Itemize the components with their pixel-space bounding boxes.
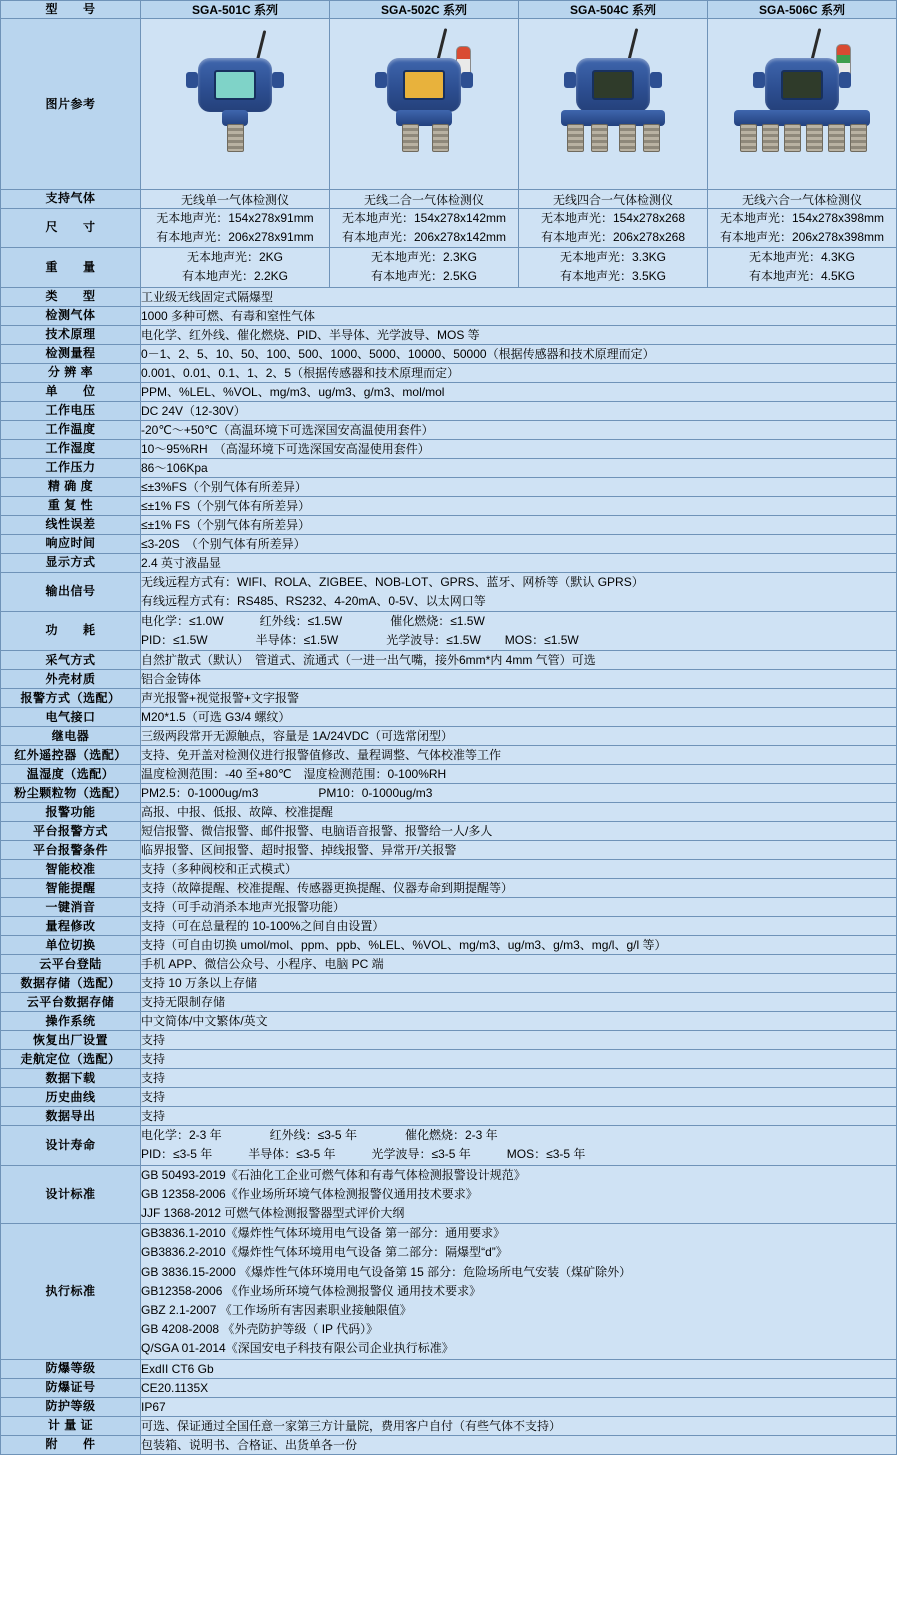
table-row-weight bbox=[1, 248, 897, 287]
device-body bbox=[576, 58, 650, 112]
table-row-spec bbox=[1, 1435, 897, 1454]
row-label: 历史曲线 bbox=[1, 1088, 141, 1107]
table-row-spec bbox=[1, 1031, 897, 1050]
row-value-line: GB 3836.15-2000 《爆炸性气体环境用电气设备第 15 部分：危险场所电气安装（煤矿除外） bbox=[141, 1264, 632, 1279]
table-row-spec bbox=[1, 553, 897, 572]
table-row-spec bbox=[1, 534, 897, 553]
table-row-spec bbox=[1, 822, 897, 841]
row-value: ≤3-20S （个别气体有所差异） bbox=[141, 534, 897, 553]
row-label: 云平台数据存储 bbox=[1, 993, 141, 1012]
table-row-spec bbox=[1, 1397, 897, 1416]
model-header-502c: SGA-502C 系列 bbox=[330, 1, 519, 19]
device-mount-left bbox=[375, 72, 387, 88]
row-value: 0－1、2、5、10、50、100、500、1000、5000、10000、50000（根据传感器和技术原理而定） bbox=[141, 344, 897, 363]
row-value: PPM、%LEL、%VOL、mg/m3、ug/m3、g/m3、mol/mol bbox=[141, 382, 897, 401]
row-label: 数据导出 bbox=[1, 1107, 141, 1126]
row-label: 单 位 bbox=[1, 382, 141, 401]
row-label: 数据下载 bbox=[1, 1069, 141, 1088]
row-label: 功 耗 bbox=[1, 611, 141, 650]
row-value-line: PID：≤1.5W 半导体：≤1.5W 光学波导：≤1.5W MOS：≤1.5W bbox=[141, 633, 579, 648]
row-value-line: GBZ 2.1-2007 《工作场所有害因素职业接触限值》 bbox=[141, 1302, 412, 1317]
table-row-spec bbox=[1, 1224, 897, 1359]
row-value bbox=[141, 572, 897, 611]
gas-sensor bbox=[850, 124, 867, 152]
row-value: 支持 bbox=[141, 1088, 897, 1107]
size-with-alarm: 有本地声光：206x278x142mm bbox=[341, 229, 507, 244]
row-value: 86～106Kpa bbox=[141, 458, 897, 477]
weight-with-alarm: 有本地声光：2.5KG bbox=[370, 269, 478, 284]
row-label: 防爆等级 bbox=[1, 1359, 141, 1378]
device-mount-left bbox=[753, 72, 765, 88]
weight-504c bbox=[519, 248, 708, 287]
row-label: 设计寿命 bbox=[1, 1126, 141, 1165]
row-value: 临界报警、区间报警、超时报警、掉线报警、异常开/关报警 bbox=[141, 841, 897, 860]
row-value-line: JJF 1368-2012 可燃气体检测报警器型式评价大纲 bbox=[141, 1206, 405, 1221]
table-row-spec bbox=[1, 1012, 897, 1031]
row-value: 中文简体/中文繁体/英文 bbox=[141, 1012, 897, 1031]
row-value: ≤±3%FS（个别气体有所差异） bbox=[141, 477, 897, 496]
row-value: 支持无限制存储 bbox=[141, 993, 897, 1012]
device-display bbox=[592, 70, 634, 100]
row-label: 电气接口 bbox=[1, 708, 141, 727]
row-label: 分 辨 率 bbox=[1, 363, 141, 382]
row-label: 防爆证号 bbox=[1, 1378, 141, 1397]
row-label: 继电器 bbox=[1, 727, 141, 746]
row-label: 工作温度 bbox=[1, 420, 141, 439]
gas-sensor bbox=[806, 124, 823, 152]
row-value: 1000 多种可燃、有毒和窒性气体 bbox=[141, 306, 897, 325]
weight-506c bbox=[708, 248, 897, 287]
row-label: 线性误差 bbox=[1, 515, 141, 534]
table-row-spec bbox=[1, 1359, 897, 1378]
table-row-spec bbox=[1, 1378, 897, 1397]
row-label: 检测气体 bbox=[1, 306, 141, 325]
row-label: 技术原理 bbox=[1, 325, 141, 344]
table-row-spec bbox=[1, 1050, 897, 1069]
row-value: -20℃～+50℃（高温环境下可选深国安高温使用套件） bbox=[141, 420, 897, 439]
size-with-alarm: 有本地声光：206x278x268 bbox=[540, 229, 686, 244]
row-value-line: GB12358-2006 《作业场所环境气体检测报警仪 通用技术要求》 bbox=[141, 1283, 482, 1298]
row-value: 支持 bbox=[141, 1050, 897, 1069]
product-image-506c bbox=[708, 19, 897, 190]
row-label: 工作湿度 bbox=[1, 439, 141, 458]
device-mount-right bbox=[461, 72, 473, 88]
gas-sensor bbox=[784, 124, 801, 152]
row-label: 工作压力 bbox=[1, 458, 141, 477]
row-label: 外壳材质 bbox=[1, 670, 141, 689]
device-illustration-hex bbox=[722, 24, 882, 184]
row-value: 支持（故障提醒、校准提醒、传感器更换提醒、仪器寿命到期提醒等） bbox=[141, 879, 897, 898]
gas-sensor bbox=[567, 124, 584, 152]
device-illustration-quad bbox=[533, 24, 693, 184]
row-label: 报警方式（选配） bbox=[1, 689, 141, 708]
row-value: 工业级无线固定式隔爆型 bbox=[141, 287, 897, 306]
gas-sensor bbox=[432, 124, 449, 152]
size-with-alarm: 有本地声光：206x278x398mm bbox=[719, 229, 885, 244]
table-row-spec bbox=[1, 784, 897, 803]
row-label: 附 件 bbox=[1, 1435, 141, 1454]
row-label: 执行标准 bbox=[1, 1224, 141, 1359]
row-value: 高报、中报、低报、故障、校准提醒 bbox=[141, 803, 897, 822]
table-row-spec bbox=[1, 382, 897, 401]
table-row-spec bbox=[1, 420, 897, 439]
gas-sensor bbox=[591, 124, 608, 152]
table-row-image-reference bbox=[1, 19, 897, 190]
row-label: 一键消音 bbox=[1, 898, 141, 917]
table-row-spec bbox=[1, 325, 897, 344]
model-header-506c: SGA-506C 系列 bbox=[708, 1, 897, 19]
device-mount-left bbox=[186, 72, 198, 88]
row-label: 云平台登陆 bbox=[1, 955, 141, 974]
row-value: CE20.1135X bbox=[141, 1378, 897, 1397]
table-row-spec bbox=[1, 993, 897, 1012]
row-value: ≤±1% FS（个别气体有所差异） bbox=[141, 515, 897, 534]
row-label: 智能校准 bbox=[1, 860, 141, 879]
row-value bbox=[141, 1126, 897, 1165]
row-value: 支持（多种阀校和正式模式） bbox=[141, 860, 897, 879]
row-label: 精 确 度 bbox=[1, 477, 141, 496]
row-label: 粉尘颗粒物（选配） bbox=[1, 784, 141, 803]
row-value-line: 电化学：≤1.0W 红外线：≤1.5W 催化燃烧：≤1.5W bbox=[141, 613, 485, 628]
row-value: 支持（可自由切换 umol/mol、ppm、ppb、%LEL、%VOL、mg/m3、ug/m3、g/m3、mg/l、g/l 等） bbox=[141, 936, 897, 955]
weight-no-alarm: 无本地声光：4.3KG bbox=[748, 250, 856, 265]
row-value: 电化学、红外线、催化燃烧、PID、半导体、光学波导、MOS 等 bbox=[141, 325, 897, 344]
row-label: 计 量 证 bbox=[1, 1416, 141, 1435]
row-value: 手机 APP、微信公众号、小程序、电脑 PC 端 bbox=[141, 955, 897, 974]
row-value: 10～95%RH （高湿环境下可选深国安高湿使用套件） bbox=[141, 439, 897, 458]
product-image-502c bbox=[330, 19, 519, 190]
row-label: 工作电压 bbox=[1, 401, 141, 420]
weight-no-alarm: 无本地声光：2KG bbox=[186, 250, 283, 265]
table-row-spec bbox=[1, 917, 897, 936]
row-label: 平台报警条件 bbox=[1, 841, 141, 860]
gas-sensor bbox=[619, 124, 636, 152]
row-value: 短信报警、微信报警、邮件报警、电脑语音报警、报警给一人/多人 bbox=[141, 822, 897, 841]
row-label: 红外遥控器（选配） bbox=[1, 746, 141, 765]
model-header-504c: SGA-504C 系列 bbox=[519, 1, 708, 19]
row-value-line: GB 50493-2019《石油化工企业可燃气体和有毒气体检测报警设计规范》 bbox=[141, 1167, 526, 1182]
device-mount-right bbox=[839, 72, 851, 88]
row-label: 单位切换 bbox=[1, 936, 141, 955]
row-label: 操作系统 bbox=[1, 1012, 141, 1031]
table-row-spec bbox=[1, 515, 897, 534]
weight-no-alarm: 无本地声光：3.3KG bbox=[559, 250, 667, 265]
table-row-spec bbox=[1, 803, 897, 822]
row-value: 声光报警+视觉报警+文字报警 bbox=[141, 689, 897, 708]
size-no-alarm: 无本地声光：154x278x91mm bbox=[156, 210, 314, 225]
size-with-alarm: 有本地声光：206x278x91mm bbox=[156, 229, 314, 244]
row-label: 重 复 性 bbox=[1, 496, 141, 515]
table-row-spec bbox=[1, 746, 897, 765]
table-row-spec bbox=[1, 363, 897, 382]
device-illustration-single bbox=[155, 24, 315, 184]
row-value bbox=[141, 1224, 897, 1359]
table-row-spec bbox=[1, 727, 897, 746]
device-display bbox=[781, 70, 823, 100]
row-value-line: GB 12358-2006《作业场所环境气体检测报警仪通用技术要求》 bbox=[141, 1186, 478, 1201]
row-value: 支持 bbox=[141, 1031, 897, 1050]
row-label: 恢复出厂设置 bbox=[1, 1031, 141, 1050]
row-label: 数据存储（选配） bbox=[1, 974, 141, 993]
device-display bbox=[403, 70, 445, 100]
row-value: 支持（可在总量程的 10-100%之间自由设置） bbox=[141, 917, 897, 936]
row-label: 走航定位（选配） bbox=[1, 1050, 141, 1069]
row-value: 支持 bbox=[141, 1107, 897, 1126]
row-value: 可选、保证通过全国任意一家第三方计量院，费用客户自付（有些气体不支持） bbox=[141, 1416, 897, 1435]
table-row-spec bbox=[1, 860, 897, 879]
row-value-line: GB 4208-2008 《外壳防护等级（ IP 代码）》 bbox=[141, 1322, 379, 1337]
product-image-501c bbox=[141, 19, 330, 190]
row-value: 自然扩散式（默认） 管道式、流通式（一进一出气嘴，接外6mm*内 4mm 气管）可选 bbox=[141, 651, 897, 670]
device-mount-right bbox=[272, 72, 284, 88]
gas-sensor bbox=[740, 124, 757, 152]
table-row-spec bbox=[1, 1165, 897, 1224]
row-value: 支持、免开盖对检测仪进行报警值修改、量程调整、气体校准等工作 bbox=[141, 746, 897, 765]
row-label: 设计标准 bbox=[1, 1165, 141, 1224]
weight-with-alarm: 有本地声光：2.2KG bbox=[181, 269, 289, 284]
row-label-size: 尺 寸 bbox=[1, 208, 141, 247]
table-row-spec bbox=[1, 936, 897, 955]
gas-support-502c: 无线二合一气体检测仪 bbox=[330, 190, 519, 208]
device-body bbox=[198, 58, 272, 112]
row-value-line: 有线远程方式有：RS485、RS232、4-20mA、0-5V、以太网口等 bbox=[141, 593, 486, 608]
table-row-spec bbox=[1, 572, 897, 611]
row-label: 采气方式 bbox=[1, 651, 141, 670]
table-row-spec bbox=[1, 611, 897, 650]
weight-502c bbox=[330, 248, 519, 287]
row-value: 三级两段常开无源触点，容量是 1A/24VDC（可选常闭型） bbox=[141, 727, 897, 746]
table-row-spec bbox=[1, 1107, 897, 1126]
size-501c bbox=[141, 208, 330, 247]
table-row-size bbox=[1, 208, 897, 247]
weight-501c bbox=[141, 248, 330, 287]
row-value-line: PID：≤3-5 年 半导体：≤3-5 年 光学波导：≤3-5 年 MOS：≤3-5 年 bbox=[141, 1147, 586, 1162]
device-mount-left bbox=[564, 72, 576, 88]
size-504c bbox=[519, 208, 708, 247]
gas-support-504c: 无线四合一气体检测仪 bbox=[519, 190, 708, 208]
row-label: 类 型 bbox=[1, 287, 141, 306]
size-no-alarm: 无本地声光：154x278x142mm bbox=[341, 210, 507, 225]
gas-support-501c: 无线单一气体检测仪 bbox=[141, 190, 330, 208]
table-row-spec bbox=[1, 401, 897, 420]
size-no-alarm: 无本地声光：154x278x398mm bbox=[719, 210, 885, 225]
table-row-spec bbox=[1, 1069, 897, 1088]
row-label-gas-support: 支持气体 bbox=[1, 190, 141, 208]
table-row-spec bbox=[1, 1088, 897, 1107]
size-502c bbox=[330, 208, 519, 247]
device-body bbox=[765, 58, 839, 112]
row-label: 报警功能 bbox=[1, 803, 141, 822]
row-label: 智能提醒 bbox=[1, 879, 141, 898]
table-row-spec bbox=[1, 477, 897, 496]
row-value: PM2.5：0-1000ug/m3 PM10：0-1000ug/m3 bbox=[141, 784, 897, 803]
table-row-spec bbox=[1, 439, 897, 458]
row-value bbox=[141, 611, 897, 650]
row-value: 2.4 英寸液晶显 bbox=[141, 553, 897, 572]
table-row-model-header bbox=[1, 1, 897, 19]
row-value: M20*1.5（可选 G3/4 螺纹） bbox=[141, 708, 897, 727]
size-506c bbox=[708, 208, 897, 247]
row-value: 支持（可手动消杀本地声光报警功能） bbox=[141, 898, 897, 917]
table-row-gas-support bbox=[1, 190, 897, 208]
table-row-spec bbox=[1, 689, 897, 708]
row-label: 平台报警方式 bbox=[1, 822, 141, 841]
row-value-line: GB3836.2-2010《爆炸性气体环境用电气设备 第二部分：隔爆型“d”》 bbox=[141, 1245, 508, 1260]
row-value bbox=[141, 1165, 897, 1224]
table-row-spec bbox=[1, 344, 897, 363]
row-label-image-reference: 图片参考 bbox=[1, 19, 141, 190]
table-row-spec bbox=[1, 974, 897, 993]
row-value-line: 电化学：2-3 年 红外线：≤3-5 年 催化燃烧：2-3 年 bbox=[141, 1128, 498, 1143]
table-row-spec bbox=[1, 1416, 897, 1435]
row-label: 温湿度（选配） bbox=[1, 765, 141, 784]
row-value: 温度检测范围：-40 至+80℃ 湿度检测范围：0-100%RH bbox=[141, 765, 897, 784]
gas-support-506c: 无线六合一气体检测仪 bbox=[708, 190, 897, 208]
device-body bbox=[387, 58, 461, 112]
gas-sensor bbox=[227, 124, 244, 152]
row-label: 显示方式 bbox=[1, 553, 141, 572]
table-row-spec bbox=[1, 708, 897, 727]
table-row-spec bbox=[1, 496, 897, 515]
row-value: IP67 bbox=[141, 1397, 897, 1416]
row-value-line: Q/SGA 01-2014《深国安电子科技有限公司企业执行标准》 bbox=[141, 1341, 454, 1356]
product-image-504c bbox=[519, 19, 708, 190]
row-value: DC 24V（12-30V） bbox=[141, 401, 897, 420]
row-label: 量程修改 bbox=[1, 917, 141, 936]
gas-sensor bbox=[643, 124, 660, 152]
row-label: 检测量程 bbox=[1, 344, 141, 363]
row-value: 支持 10 万条以上存储 bbox=[141, 974, 897, 993]
row-value-line: GB3836.1-2010《爆炸性气体环境用电气设备 第一部分：通用要求》 bbox=[141, 1226, 506, 1241]
row-value: ≤±1% FS（个别气体有所差异） bbox=[141, 496, 897, 515]
gas-sensor bbox=[402, 124, 419, 152]
device-mount-right bbox=[650, 72, 662, 88]
row-label-weight: 重 量 bbox=[1, 248, 141, 287]
weight-with-alarm: 有本地声光：4.5KG bbox=[748, 269, 856, 284]
row-label-model: 型 号 bbox=[1, 1, 141, 19]
table-row-spec bbox=[1, 898, 897, 917]
table-row-spec bbox=[1, 306, 897, 325]
table-row-spec bbox=[1, 287, 897, 306]
row-value: 铝合金铸体 bbox=[141, 670, 897, 689]
table-row-spec bbox=[1, 651, 897, 670]
table-row-spec bbox=[1, 879, 897, 898]
table-row-spec bbox=[1, 765, 897, 784]
table-row-spec bbox=[1, 1126, 897, 1165]
row-value: 支持 bbox=[141, 1069, 897, 1088]
row-label: 输出信号 bbox=[1, 572, 141, 611]
gas-sensor bbox=[762, 124, 779, 152]
weight-no-alarm: 无本地声光：2.3KG bbox=[370, 250, 478, 265]
row-value-line: 无线远程方式有：WIFI、ROLA、ZIGBEE、NOB-LOT、GPRS、蓝牙、网桥等（默认 GPRS） bbox=[141, 574, 644, 589]
row-label: 防护等级 bbox=[1, 1397, 141, 1416]
device-illustration-dual bbox=[344, 24, 504, 184]
model-header-501c: SGA-501C 系列 bbox=[141, 1, 330, 19]
row-label: 响应时间 bbox=[1, 534, 141, 553]
table-row-spec bbox=[1, 841, 897, 860]
weight-with-alarm: 有本地声光：3.5KG bbox=[559, 269, 667, 284]
row-value: 0.001、0.01、0.1、1、2、5（根据传感器和技术原理而定） bbox=[141, 363, 897, 382]
row-value: ExdII CT6 Gb bbox=[141, 1359, 897, 1378]
size-no-alarm: 无本地声光：154x278x268 bbox=[540, 210, 686, 225]
table-row-spec bbox=[1, 458, 897, 477]
gas-sensor bbox=[828, 124, 845, 152]
device-display bbox=[214, 70, 256, 100]
row-value: 包装箱、说明书、合格证、出货单各一份 bbox=[141, 1435, 897, 1454]
table-row-spec bbox=[1, 955, 897, 974]
table-row-spec bbox=[1, 670, 897, 689]
